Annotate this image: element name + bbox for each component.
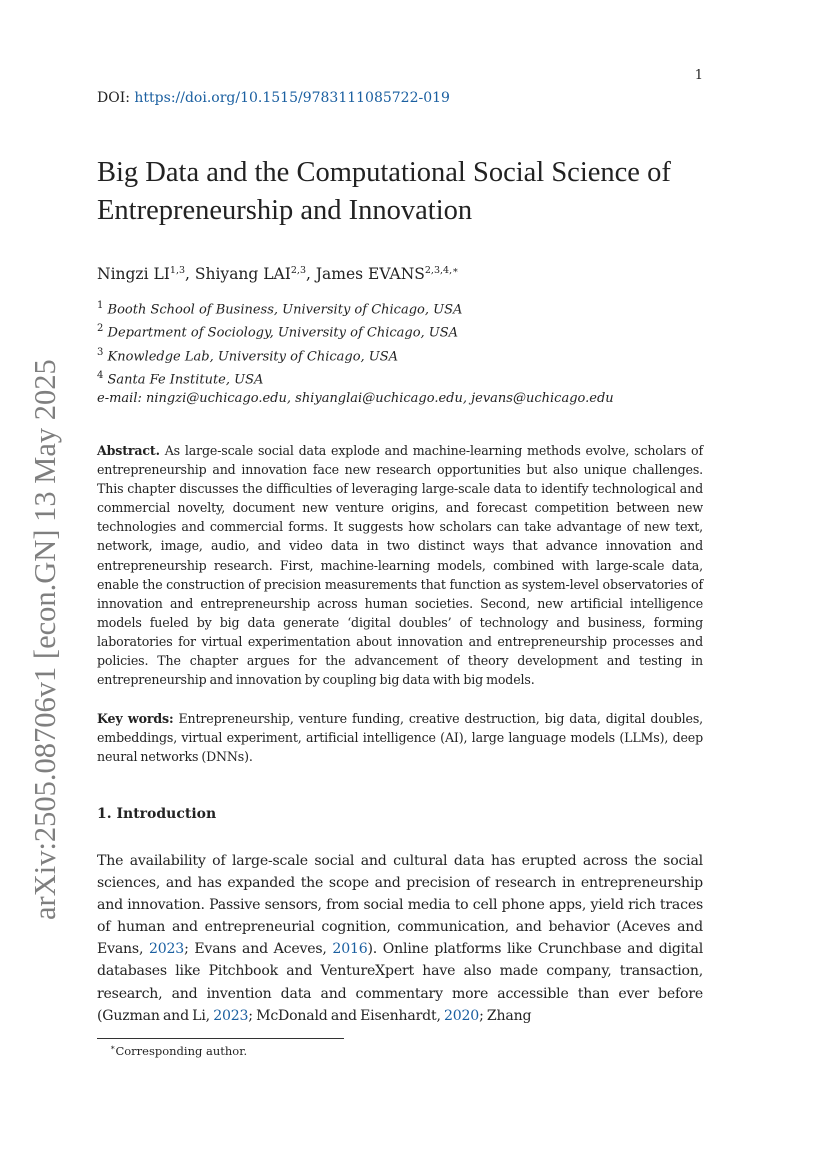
intro-paragraph	[97, 850, 703, 1027]
intro-text-segment: ; Evans and Aceves,	[184, 941, 333, 958]
affiliation-number: 4	[97, 369, 104, 381]
footnote-text: Corresponding author.	[115, 1043, 248, 1058]
intro-text-segment: ; Zhang	[479, 1007, 532, 1024]
abstract-text: As large-scale social data explode and machine-learning methods evolve, scholars of entrepreneurship and innovation face new research opportunities but also unique challenges. This chapter discusses the difficulties of leveraging large-scale data to identify technological and commercial novelty, document new venture origins, and forecast competition between new technologies and commercial forms. It suggests how scholars can take advantage of new text, network, image, audio, and video data in two distinct ways that advance innovation and entrepreneurship research. First, machine-learning models, combined with large-scale data, enable the construction of precision measurements that function as system-level observatories of innovation and entrepreneurship across human societies. Second, new artificial intelligence models fueled by big data generate ‘digital doubles’ of technology and business, forming laboratories for virtual experimentation about innovation and entrepreneurship processes and policies. The chapter argues for the advancement of theory development and testing in entrepreneurship and innovation by coupling big data with big models.	[97, 443, 703, 688]
page-number: 1	[694, 68, 703, 83]
abstract	[97, 441, 703, 689]
citation-link[interactable]: 2023	[213, 1007, 249, 1024]
affiliation-item	[97, 366, 614, 389]
citation-link[interactable]: 2023	[148, 941, 185, 958]
author-name: James EVANS	[315, 265, 425, 284]
email-line: e-mail: ningzi@uchicago.edu, shiyanglai@uchicago.edu, jevans@uchicago.edu	[97, 391, 614, 407]
affiliation-item	[97, 319, 614, 342]
author-name: Shiyang LAI	[194, 265, 291, 284]
citation-link[interactable]: 2016	[332, 941, 368, 958]
intro-text-segment: ; McDonald and Eisenhardt,	[248, 1007, 444, 1024]
affiliation-text: Santa Fe Institute, USA	[107, 372, 264, 388]
affiliation-number: 3	[97, 346, 104, 358]
footnote-divider	[97, 1038, 344, 1039]
citation-link[interactable]: 2020	[444, 1007, 480, 1024]
affiliation-text: Department of Sociology, University of Chicago, USA	[107, 325, 459, 341]
affiliation-list	[97, 296, 614, 408]
affiliation-item	[97, 296, 614, 319]
abstract-label: Abstract.	[97, 443, 160, 458]
paper-title: Big Data and the Computational Social Science of Entrepreneurship and Innovation	[97, 157, 671, 226]
intro-text-segment: ). Online platforms like Crunchbase and digital databases like Pitchbook and VentureXpert have also made company, transaction, research, and invention data and commentary more accessible than ever before (Guzman and Li,	[97, 941, 704, 1024]
author-list: Ningzi LI$^{1,3}$, Shiyang LAI$^{2,3}$, James $EVANS^{2,3,4,∗}$	[97, 265, 459, 284]
intro-text-segment: The availability of large-scale social and cultural data has erupted across the social sciences, and has expanded the scope and precision of research in entrepreneurship and innovation. Passive sensors, from social media to cell phone apps, yield rich traces of human and entrepreneurial cognition, communication, and behavior (Aceves and Evans,	[97, 853, 703, 958]
affiliation-number: 1	[97, 300, 104, 311]
arxiv-identifier-stamp: arXiv:2505.08706v1 [econ.GN] 13 May 2025	[28, 359, 62, 920]
doi-label: DOI:	[97, 90, 135, 106]
affiliation-item	[97, 343, 614, 366]
keywords	[97, 709, 703, 766]
doi-line	[97, 90, 450, 106]
author-affiliation-marks: 2,3	[290, 265, 306, 276]
footnote-mark: ∗	[110, 1043, 116, 1052]
keywords-label: Key words:	[97, 711, 174, 726]
author-name: Ningzi LI	[97, 265, 170, 284]
affiliation-number: 2	[97, 323, 104, 335]
author-affiliation-marks: 2,3,4,∗	[424, 265, 459, 276]
section-heading-introduction: 1. Introduction	[97, 806, 217, 822]
footnote	[110, 1043, 247, 1058]
affiliation-text: Knowledge Lab, University of Chicago, USA	[107, 348, 399, 364]
author-affiliation-marks: 1,3	[169, 265, 186, 276]
doi-link[interactable]: https://doi.org/10.1515/9783111085722-019	[134, 90, 450, 106]
keywords-text: Entrepreneurship, venture funding, creative destruction, big data, digital doubles, embeddings, virtual experiment, artificial intelligence (AI), large language models (LLMs), deep neural networks (DNNs).	[97, 711, 703, 765]
affiliation-text: Booth School of Business, University of Chicago, USA	[107, 302, 463, 318]
